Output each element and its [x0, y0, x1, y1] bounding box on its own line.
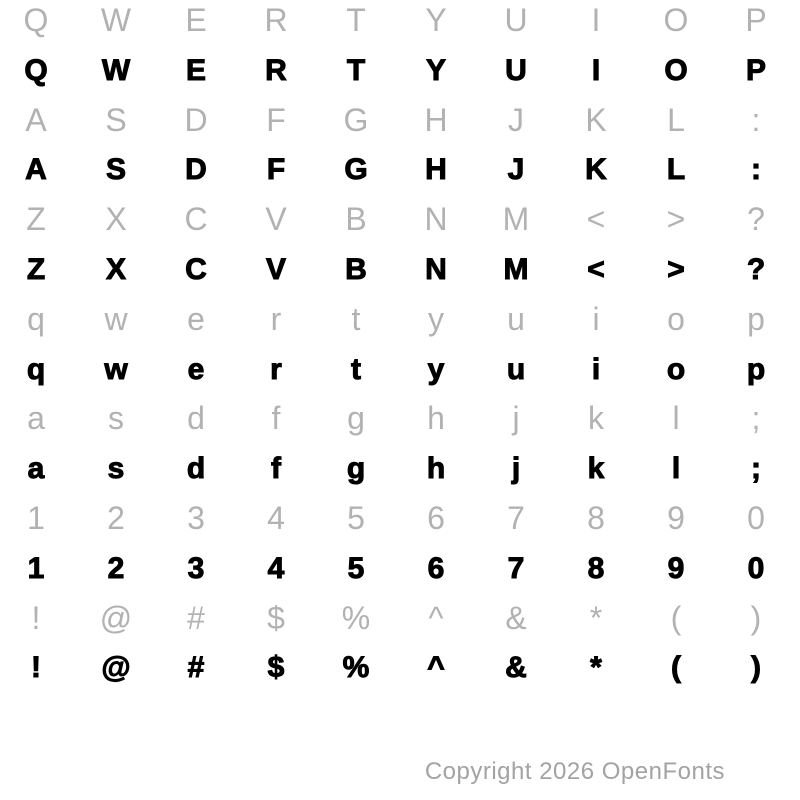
glyph-cell: @: [99, 599, 133, 636]
glyph-cell: 3: [187, 499, 205, 536]
glyph-cell: S: [105, 101, 127, 138]
glyph-cell: 8: [587, 499, 605, 536]
glyph-cell: i: [591, 352, 601, 386]
glyph-cell: R: [264, 2, 288, 38]
specimen-row-regular: [0, 195, 796, 245]
glyph-cell: l: [671, 452, 681, 486]
glyph-cell: &: [505, 599, 527, 636]
glyph-cell: W: [101, 53, 131, 87]
glyph-cell: 4: [267, 499, 285, 536]
glyph-cell: 9: [667, 499, 685, 536]
glyph-cell: u: [506, 352, 526, 386]
glyph-cell: j: [512, 400, 520, 437]
glyph-cell: W: [100, 2, 132, 38]
glyph-cell: A: [25, 101, 47, 138]
glyph-cell: E: [185, 53, 206, 87]
glyph-cell: f: [271, 400, 281, 437]
glyph-cell: *: [589, 599, 603, 636]
glyph-cell: :: [751, 153, 761, 187]
glyph-cell: 2: [107, 499, 125, 536]
glyph-cell: l: [672, 400, 680, 437]
glyph-cell: !: [31, 651, 41, 685]
glyph-cell: >: [667, 252, 685, 286]
glyph-cell: ): [750, 599, 762, 636]
glyph-cell: Z: [26, 201, 46, 238]
glyph-cell: (: [671, 651, 681, 685]
glyph-cell: &: [505, 651, 527, 685]
glyph-cell: 8: [587, 551, 605, 585]
glyph-cell: 6: [427, 551, 445, 585]
glyph-cell: N: [424, 201, 448, 238]
glyph-cell: ;: [751, 452, 761, 486]
glyph-cell: g: [347, 400, 365, 437]
glyph-cell: F: [266, 153, 286, 187]
glyph-cell: G: [343, 101, 369, 138]
glyph-cell: B: [345, 201, 367, 238]
glyph-cell: 1: [27, 551, 45, 585]
glyph-cell: 2: [107, 551, 125, 585]
glyph-cell: I: [591, 2, 601, 38]
glyph-cell: p: [746, 352, 766, 386]
glyph-cell: D: [184, 101, 208, 138]
glyph-cell: f: [271, 452, 281, 486]
glyph-cell: r: [270, 352, 282, 386]
glyph-cell: *: [590, 651, 602, 685]
glyph-cell: d: [187, 400, 205, 437]
glyph-cell: (: [670, 599, 682, 636]
glyph-cell: 4: [267, 551, 285, 585]
glyph-cell: w: [104, 352, 128, 386]
glyph-cell: 7: [507, 499, 525, 536]
glyph-cell: 1: [27, 499, 45, 536]
specimen-row-regular: [0, 295, 796, 345]
glyph-cell: t: [351, 300, 361, 337]
glyph-cell: F: [266, 101, 286, 138]
glyph-cell: q: [27, 300, 45, 337]
glyph-cell: ): [751, 651, 761, 685]
glyph-cell: O: [664, 53, 688, 87]
glyph-cell: o: [667, 300, 685, 337]
glyph-cell: L: [667, 101, 685, 138]
glyph-cell: w: [104, 300, 128, 337]
glyph-cell: H: [425, 153, 447, 187]
glyph-cell: Q: [24, 53, 48, 87]
glyph-cell: y: [428, 300, 444, 337]
glyph-cell: 6: [427, 499, 445, 536]
glyph-cell: !: [31, 599, 41, 636]
glyph-cell: C: [185, 252, 207, 286]
glyph-cell: E: [185, 2, 207, 38]
glyph-cell: 3: [187, 551, 205, 585]
specimen-row-black: [0, 345, 796, 395]
glyph-cell: h: [427, 400, 445, 437]
glyph-cell: Z: [26, 252, 46, 286]
specimen-row-regular: [0, 394, 796, 444]
glyph-cell: $: [267, 651, 285, 685]
specimen-row-black: [0, 245, 796, 295]
glyph-cell: %: [342, 651, 370, 685]
glyph-cell: V: [265, 201, 287, 238]
glyph-cell: ^: [428, 599, 444, 636]
glyph-cell: C: [184, 201, 208, 238]
specimen-row-regular: [0, 0, 796, 46]
glyph-cell: 7: [507, 551, 525, 585]
glyph-cell: e: [187, 300, 205, 337]
glyph-cell: :: [751, 101, 761, 138]
glyph-cell: #: [187, 599, 205, 636]
glyph-cell: U: [505, 53, 527, 87]
glyph-cell: p: [747, 300, 765, 337]
glyph-cell: P: [745, 53, 766, 87]
specimen-row-black: [0, 643, 796, 693]
glyph-cell: j: [511, 452, 521, 486]
glyph-cell: M: [503, 252, 529, 286]
specimen-row-black: [0, 444, 796, 494]
glyph-cell: ?: [746, 252, 766, 286]
glyph-cell: J: [508, 101, 524, 138]
glyph-cell: 5: [347, 551, 365, 585]
glyph-cell: r: [270, 300, 282, 337]
glyph-cell: y: [427, 352, 445, 386]
glyph-cell: H: [424, 101, 448, 138]
copyright-text: Copyright 2026 OpenFonts: [424, 758, 725, 785]
glyph-cell: Y: [425, 2, 447, 38]
glyph-cell: #: [187, 651, 205, 685]
glyph-cell: A: [25, 153, 47, 187]
glyph-cell: ;: [751, 400, 761, 437]
glyph-cell: K: [585, 153, 607, 187]
glyph-cell: I: [591, 53, 601, 87]
glyph-cell: U: [504, 2, 528, 38]
glyph-cell: d: [186, 452, 206, 486]
glyph-cell: 5: [347, 499, 365, 536]
glyph-cell: q: [26, 352, 46, 386]
glyph-cell: Y: [425, 53, 446, 87]
glyph-cell: u: [507, 300, 525, 337]
glyph-cell: e: [187, 352, 205, 386]
glyph-cell: i: [592, 300, 600, 337]
glyph-cell: $: [267, 599, 285, 636]
glyph-cell: g: [346, 452, 366, 486]
glyph-cell: P: [745, 2, 767, 38]
glyph-cell: L: [666, 153, 686, 187]
glyph-cell: K: [585, 101, 607, 138]
glyph-cell: X: [105, 201, 127, 238]
glyph-cell: 0: [747, 551, 765, 585]
glyph-cell: a: [27, 452, 45, 486]
glyph-cell: T: [346, 53, 366, 87]
glyph-cell: h: [426, 452, 446, 486]
glyph-cell: a: [27, 400, 45, 437]
glyph-cell: O: [663, 2, 689, 38]
specimen-row-black: [0, 544, 796, 594]
glyph-cell: V: [265, 252, 286, 286]
glyph-cell: ^: [427, 651, 445, 685]
glyph-cell: T: [346, 2, 366, 38]
glyph-cell: 9: [667, 551, 685, 585]
glyph-cell: 0: [747, 499, 765, 536]
glyph-cell: %: [341, 599, 371, 636]
glyph-cell: B: [345, 252, 367, 286]
specimen-row-regular: [0, 494, 796, 544]
glyph-cell: X: [105, 252, 126, 286]
glyph-cell: <: [586, 201, 606, 238]
specimen-row-regular: [0, 594, 796, 644]
glyph-cell: o: [666, 352, 686, 386]
glyph-cell: s: [107, 452, 125, 486]
specimen-row-regular: [0, 96, 796, 146]
glyph-cell: Q: [23, 2, 49, 38]
glyph-cell: J: [507, 153, 525, 187]
glyph-cell: ?: [747, 201, 765, 238]
glyph-cell: D: [185, 153, 207, 187]
glyph-cell: R: [265, 53, 287, 87]
specimen-row-black: [0, 145, 796, 195]
glyph-cell: <: [587, 252, 605, 286]
glyph-cell: S: [105, 153, 126, 187]
glyph-cell: >: [666, 201, 686, 238]
glyph-cell: t: [351, 352, 361, 386]
specimen-row-black: [0, 46, 796, 96]
glyph-cell: G: [344, 153, 368, 187]
glyph-cell: N: [425, 252, 447, 286]
glyph-cell: @: [101, 651, 131, 685]
glyph-cell: s: [108, 400, 124, 437]
glyph-cell: k: [588, 400, 604, 437]
glyph-cell: M: [502, 201, 530, 238]
glyph-cell: k: [587, 452, 605, 486]
